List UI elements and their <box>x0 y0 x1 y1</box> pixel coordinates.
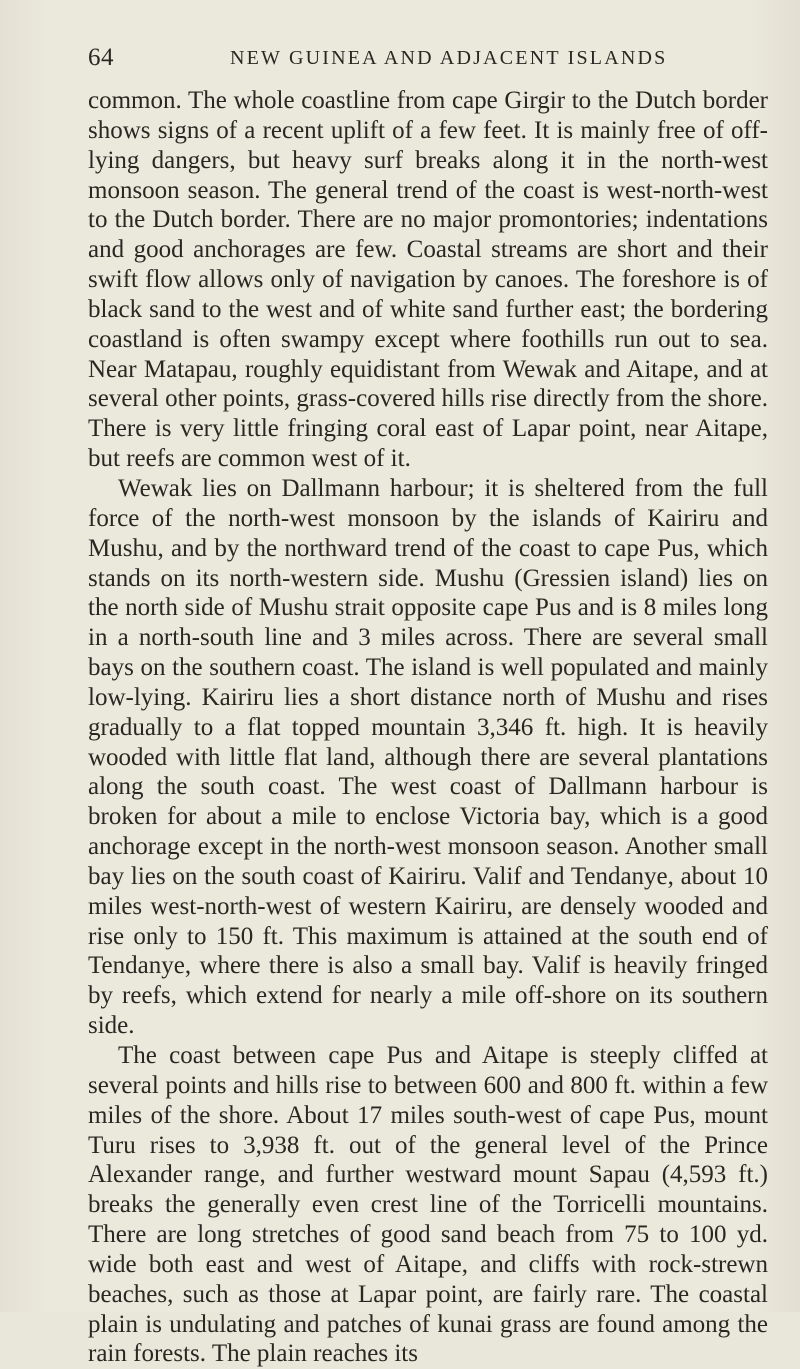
paragraph-cape-pus-aitape: The coast between cape Pus and Aitape is steeply cliffed at several points and hills rise to between 600 and 800 ft. within a few miles of the shore. About 17 miles south-west of cape Pus, mount Turu rises to 3,938 ft. out of the general level of the Prince Alexander range, and further westward mount Sapau (4,593 ft.) breaks the generally even crest line of the Torricelli mountains. There are long stretches of good sand beach from 75 to 100 yd. wide both east and west of Aitape, and cliffs with rock-strewn beaches, such as those at Lapar point, are fairly rare. The coastal plain is undulating and patches of kunai grass are found among the rain forests. The plain reaches its <box>88 1042 768 1368</box>
paragraph-coastline: common. The whole coastline from cape Girgir to the Dutch border shows signs of a recent uplift of a few feet. It is mainly free of off-lying dangers, but heavy surf breaks along it in the north-west monsoon season. The general trend of the coast is west-north-west to the Dutch border. There are no major promontories; indentations and good anchorages are few. Coastal streams are short and their swift flow allows only of navigation by canoes. The foreshore is of black sand to the west and of white sand further east; the bordering coastland is often swampy except where foothills run out to sea. Near Matapau, roughly equidistant from Wewak and Aitape, and at several other points, grass-covered hills rise directly from the shore. There is very little fringing coral east of Lapar point, near Aitape, but reefs are common west of it. <box>88 87 768 473</box>
page-number: 64 <box>88 44 114 71</box>
paragraph-wewak: Wewak lies on Dallmann harbour; it is sheltered from the full force of the north-west monsoon by the islands of Kairiru and Mushu, and by the northward trend of the coast to cape Pus, which stands on its north-western side. Mushu (Gressien island) lies on the north side of Mushu strait opposite cape Pus and is 8 miles long in a north-south line and 3 miles across. There are several small bays on the southern coast. The island is well populated and mainly low-lying. Kairiru lies a short distance north of Mushu and rises gradually to a flat topped mountain 3,346 ft. high. It is heavily wooded with little flat land, although there are several plantations along the south coast. The west coast of Dallmann harbour is broken for about a mile to enclose Victoria bay, which is a good anchorage except in the north-west monsoon season. Another small bay lies on the south coast of Kairiru. Valif and Tendanye, about 10 miles west-north-west of western Kairiru, are densely wooded and rise only to 150 ft. This maximum is attained at the south end of Tendanye, where there is also a small bay. Valif is heavily fringed by reefs, which extend for nearly a mile off-shore on its southern side. <box>88 474 768 1040</box>
running-head: NEW GUINEA AND ADJACENT ISLANDS <box>230 47 668 69</box>
body-text <box>88 86 768 1369</box>
page-header <box>88 44 768 78</box>
